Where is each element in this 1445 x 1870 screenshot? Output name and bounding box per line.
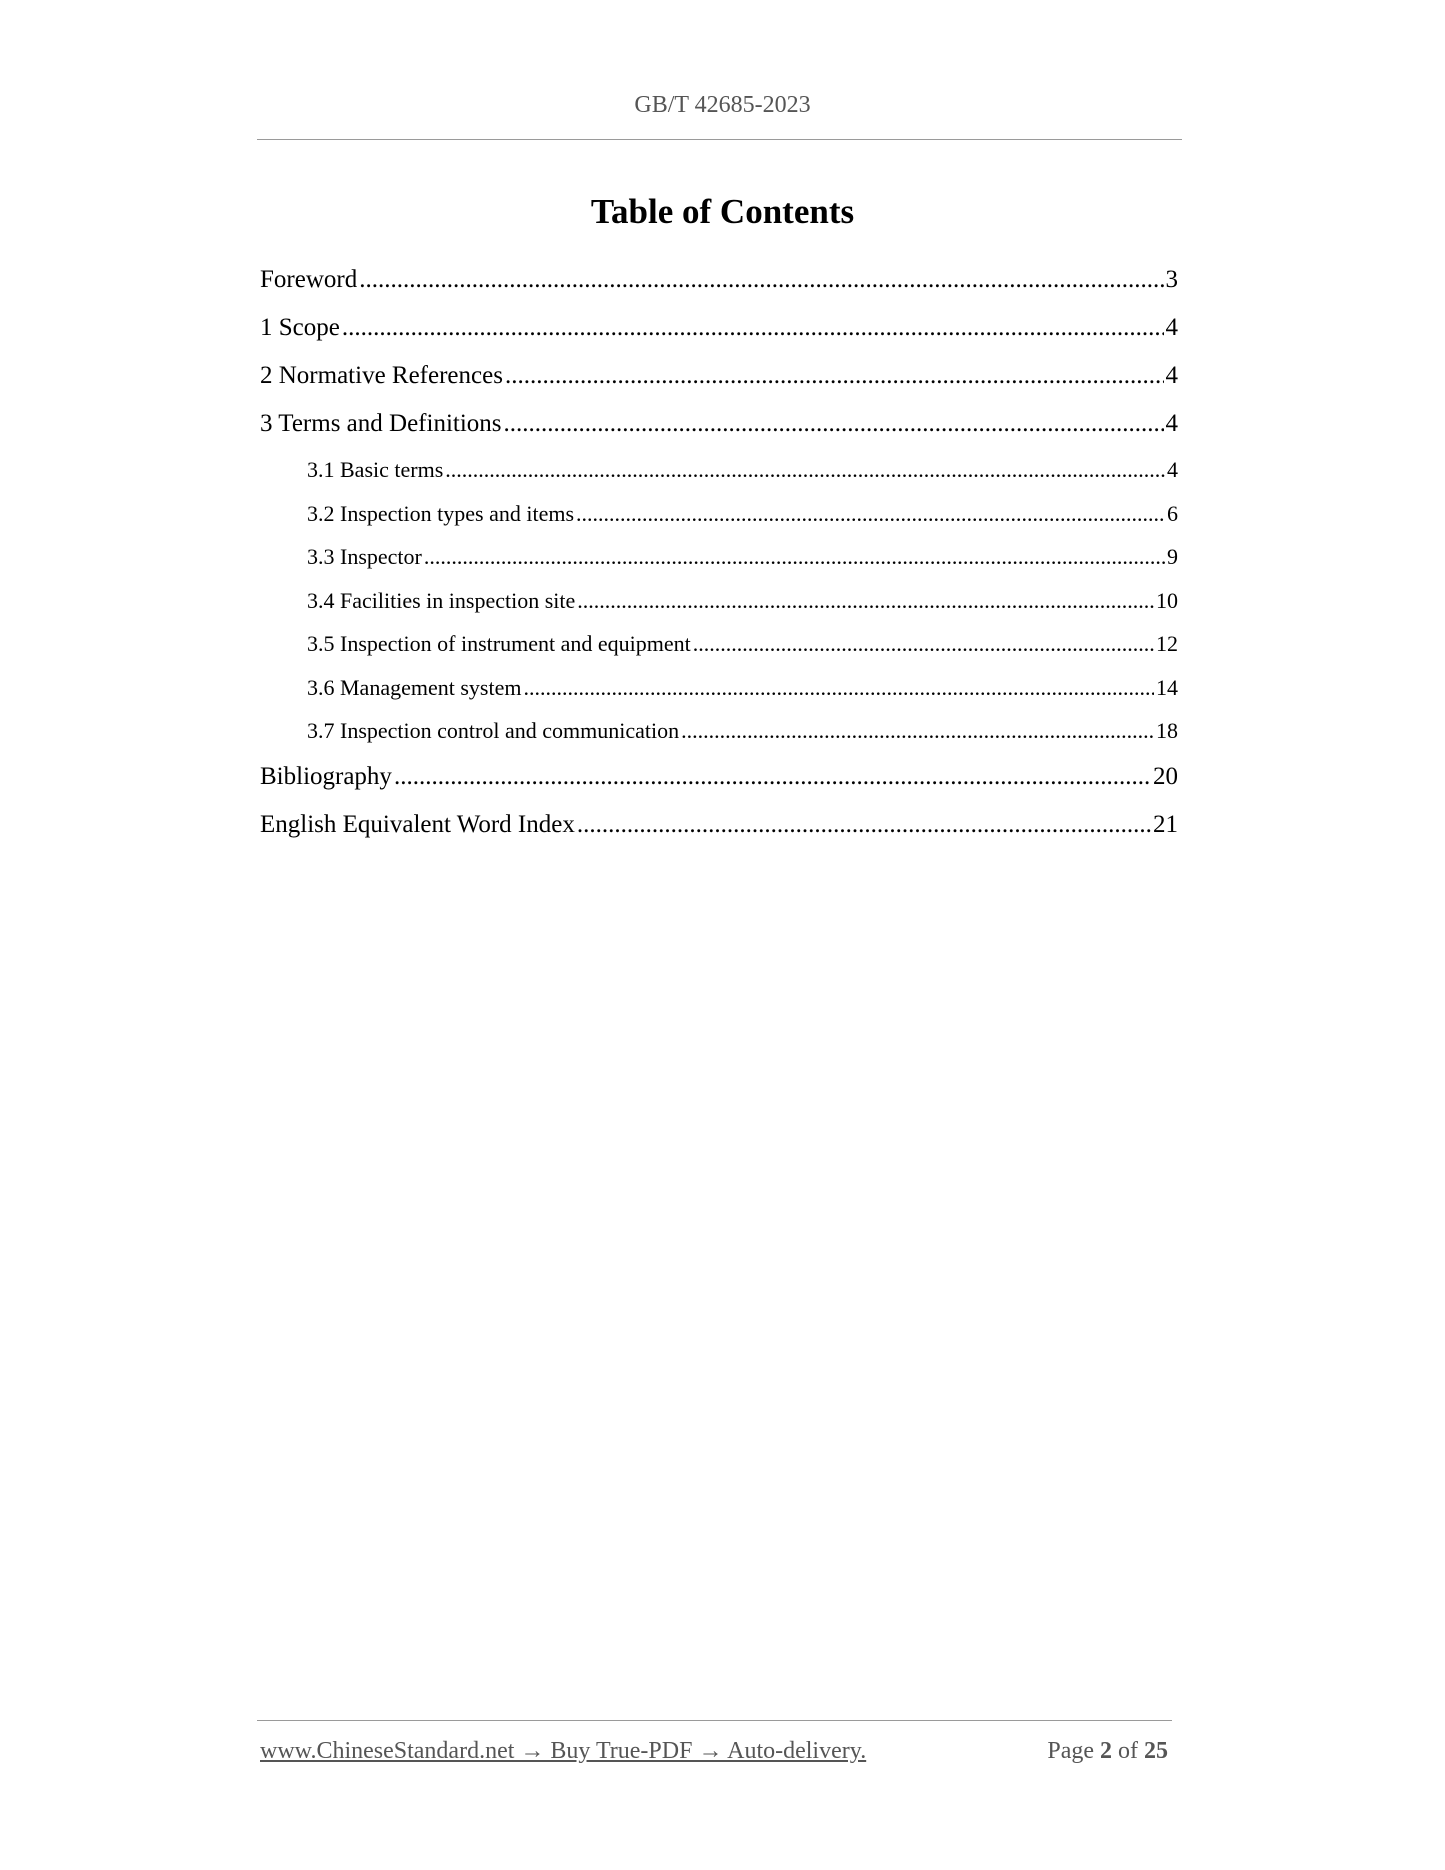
toc-entry-page: 4	[1165, 410, 1178, 437]
footer-divider	[257, 1720, 1172, 1721]
table-of-contents	[260, 262, 1178, 855]
toc-entry-page: 9	[1167, 544, 1178, 569]
toc-entry-title: 3.4 Facilities in inspection site	[307, 587, 576, 613]
of-label: of	[1118, 1738, 1138, 1764]
toc-entry-page: 3	[1165, 266, 1178, 293]
dot-leader	[523, 672, 1154, 704]
dot-leader	[576, 498, 1165, 530]
toc-entry-title: 3.5 Inspection of instrument and equipment	[307, 631, 691, 656]
toc-entry-page: 4	[1167, 457, 1178, 482]
toc-entry-title: 3.6 Management system	[307, 674, 522, 700]
toc-entry-foreword[interactable]	[260, 262, 1178, 310]
toc-entry-terms-and-definitions[interactable]	[260, 406, 1178, 454]
page-label: Page	[1047, 1738, 1094, 1764]
document-code-header: GB/T 42685-2023	[634, 92, 811, 118]
toc-entry-inspector[interactable]	[260, 541, 1178, 585]
toc-entry-instrument-inspection[interactable]	[260, 628, 1178, 672]
total-pages-number: 25	[1144, 1738, 1168, 1764]
toc-entry-word-index[interactable]	[260, 807, 1178, 855]
dot-leader	[577, 807, 1151, 843]
toc-entry-page: 6	[1167, 500, 1178, 526]
dot-leader	[445, 454, 1165, 486]
dot-leader	[342, 310, 1164, 346]
dot-leader	[504, 406, 1164, 442]
toc-entry-title: 3.3 Inspector	[307, 544, 422, 569]
toc-entry-scope[interactable]	[260, 310, 1178, 358]
toc-entry-management-system[interactable]	[260, 672, 1178, 716]
toc-entry-page: 20	[1153, 762, 1178, 790]
header-divider	[257, 139, 1182, 140]
dot-leader	[359, 262, 1163, 298]
dot-leader	[424, 541, 1165, 573]
toc-entry-title: 2 Normative References	[260, 362, 503, 389]
page-counter	[1047, 1738, 1168, 1765]
toc-entry-page: 4	[1165, 362, 1178, 389]
toc-entry-title: 1 Scope	[260, 314, 340, 341]
footer-store-link[interactable]: www.ChineseStandard.net → Buy True-PDF → Auto-delivery.	[260, 1738, 867, 1764]
toc-entry-page: 14	[1156, 674, 1178, 700]
toc-entry-inspection-types[interactable]	[260, 498, 1178, 542]
dot-leader	[394, 759, 1151, 795]
toc-entry-title: Foreword	[260, 266, 358, 293]
toc-entry-bibliography[interactable]	[260, 759, 1178, 807]
dot-leader	[681, 715, 1154, 747]
toc-entry-title: 3.2 Inspection types and items	[307, 500, 575, 526]
toc-entry-title: English Equivalent Word Index	[260, 810, 575, 838]
toc-entry-page: 21	[1153, 810, 1178, 838]
toc-entry-title: 3.7 Inspection control and communication	[307, 718, 680, 743]
dot-leader	[505, 358, 1164, 394]
toc-entry-inspection-control[interactable]	[260, 715, 1178, 759]
toc-entry-basic-terms[interactable]	[260, 454, 1178, 498]
dot-leader	[577, 585, 1154, 617]
toc-entry-page: 12	[1156, 631, 1178, 656]
toc-entry-page: 4	[1165, 314, 1178, 341]
toc-entry-title: 3 Terms and Definitions	[260, 410, 502, 437]
toc-entry-page: 10	[1156, 587, 1178, 613]
toc-entry-title: Bibliography	[260, 762, 392, 790]
toc-entry-page: 18	[1156, 718, 1178, 743]
toc-entry-title: 3.1 Basic terms	[307, 457, 444, 482]
toc-title: Table of Contents	[590, 192, 855, 231]
dot-leader	[693, 628, 1154, 660]
current-page-number: 2	[1100, 1738, 1112, 1764]
toc-entry-facilities[interactable]	[260, 585, 1178, 629]
toc-entry-normative-references[interactable]	[260, 358, 1178, 406]
